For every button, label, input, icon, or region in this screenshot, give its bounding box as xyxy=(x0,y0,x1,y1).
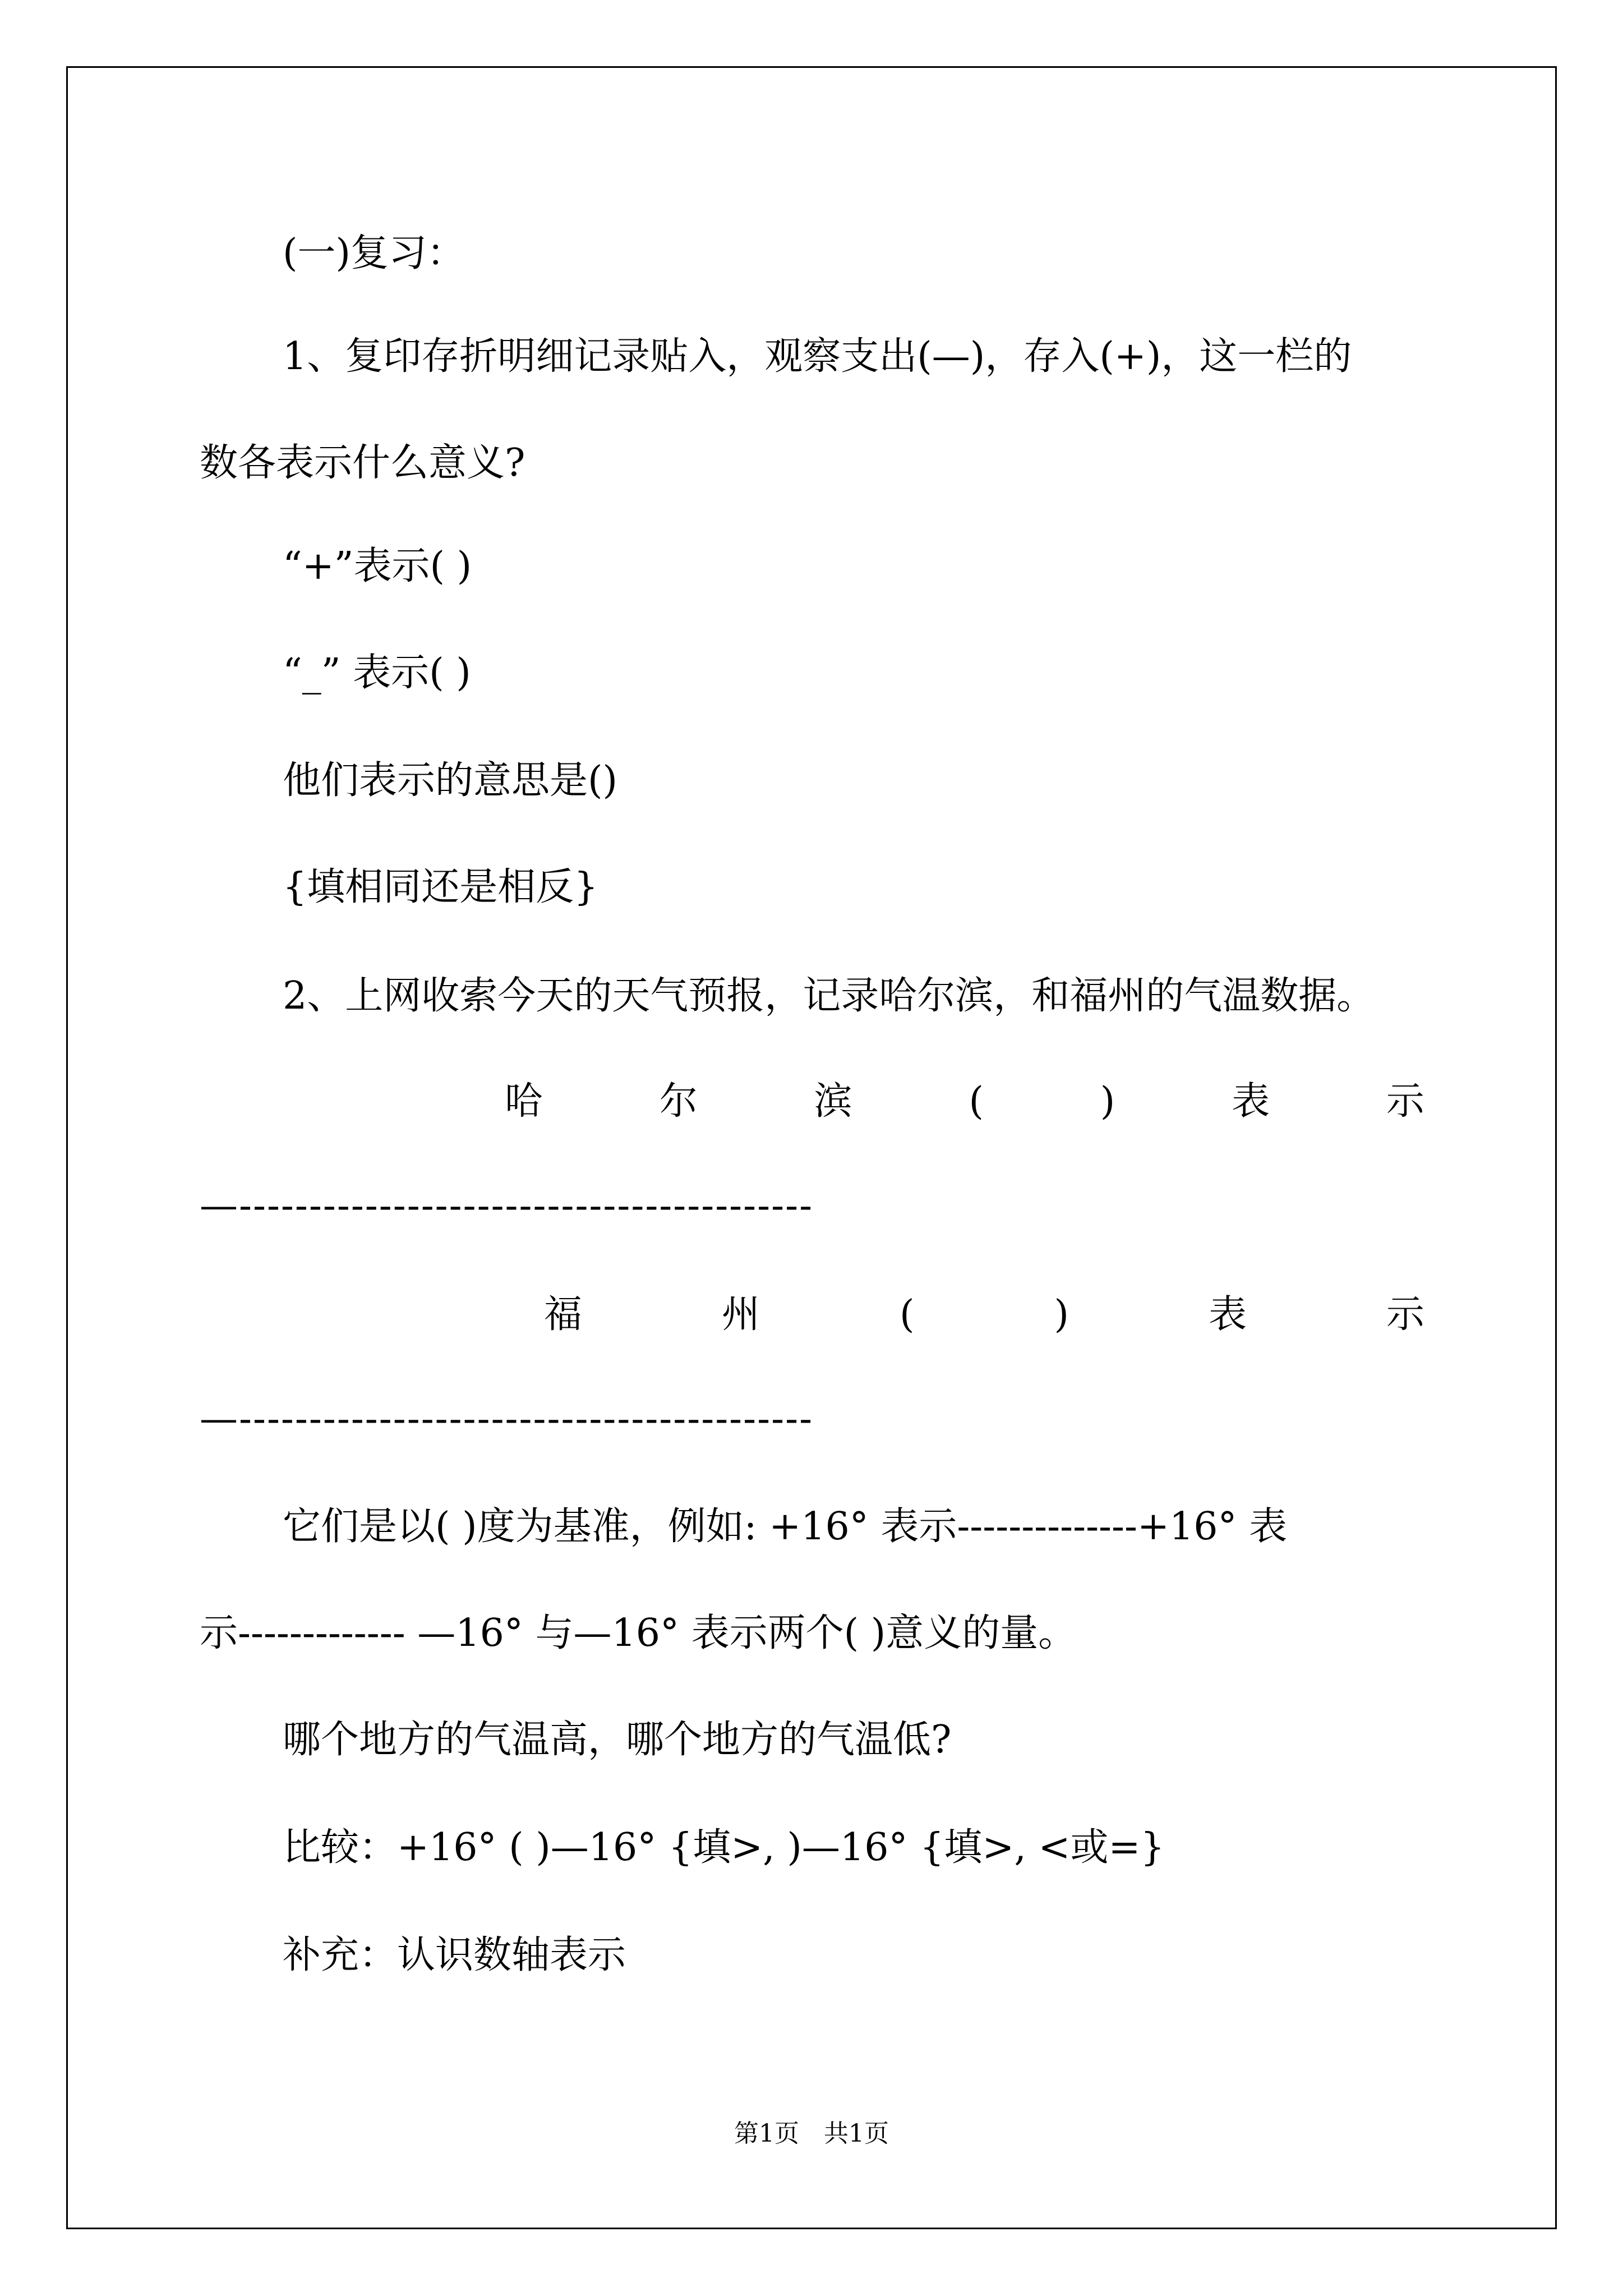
harbin-char: 示 xyxy=(1386,1079,1424,1124)
fill-hint: {填相同还是相反} xyxy=(283,865,598,909)
plus-sign-prompt: “+”表示( ) xyxy=(283,544,472,588)
fuzhou-row xyxy=(544,1292,1424,1337)
baseline-example-line-1: 它们是以( )度为基准，例如: +16° 表示--------------+16° 表 xyxy=(283,1504,1288,1549)
fuzhou-char: ) xyxy=(1054,1292,1069,1337)
fuzhou-char: 表 xyxy=(1208,1292,1247,1337)
harbin-char: ( xyxy=(969,1079,984,1124)
minus-sign-prompt: “_” 表示( ) xyxy=(283,651,471,695)
page-number: 第1页 共1页 xyxy=(734,2119,889,2148)
harbin-row xyxy=(505,1079,1424,1124)
page-border xyxy=(66,66,1557,2229)
harbin-char: 滨 xyxy=(814,1079,852,1124)
section-heading-review: (一)复习： xyxy=(283,231,465,275)
fuzhou-char: 福 xyxy=(544,1292,583,1337)
fuzhou-char: 示 xyxy=(1386,1292,1424,1337)
baseline-example-line-2: 示------------- —16° 与—16° 表示两个( )意义的量。 xyxy=(200,1611,1077,1655)
meaning-prompt: 他们表示的意思是() xyxy=(283,758,618,803)
answer-rule-harbin: —----------------------------------------- xyxy=(200,1184,814,1228)
harbin-char: 尔 xyxy=(659,1079,698,1124)
harbin-char: 哈 xyxy=(505,1079,543,1124)
question-2: 2、上网收索今天的天气预报，记录哈尔滨，和福州的气温数据。 xyxy=(283,974,1375,1018)
question-1-line-2: 数各表示什么意义? xyxy=(200,441,525,485)
fuzhou-char: ( xyxy=(899,1292,915,1337)
question-1-line-1: 1、复印存折明细记录贴入，观察支出(—)，存入(+)，这一栏的 xyxy=(283,334,1352,379)
harbin-char: ) xyxy=(1100,1079,1115,1124)
answer-rule-fuzhou: —----------------------------------------- xyxy=(200,1397,814,1441)
fuzhou-char: 州 xyxy=(721,1292,760,1337)
number-line-note: 补充：认识数轴表示 xyxy=(283,1933,626,1977)
comparison-line: 比较：+16° ( )—16° {填>, )—16° {填>, <或=} xyxy=(283,1825,1165,1870)
harbin-char: 表 xyxy=(1232,1079,1270,1124)
temperature-question: 哪个地方的气温高，哪个地方的气温低? xyxy=(283,1718,952,1762)
